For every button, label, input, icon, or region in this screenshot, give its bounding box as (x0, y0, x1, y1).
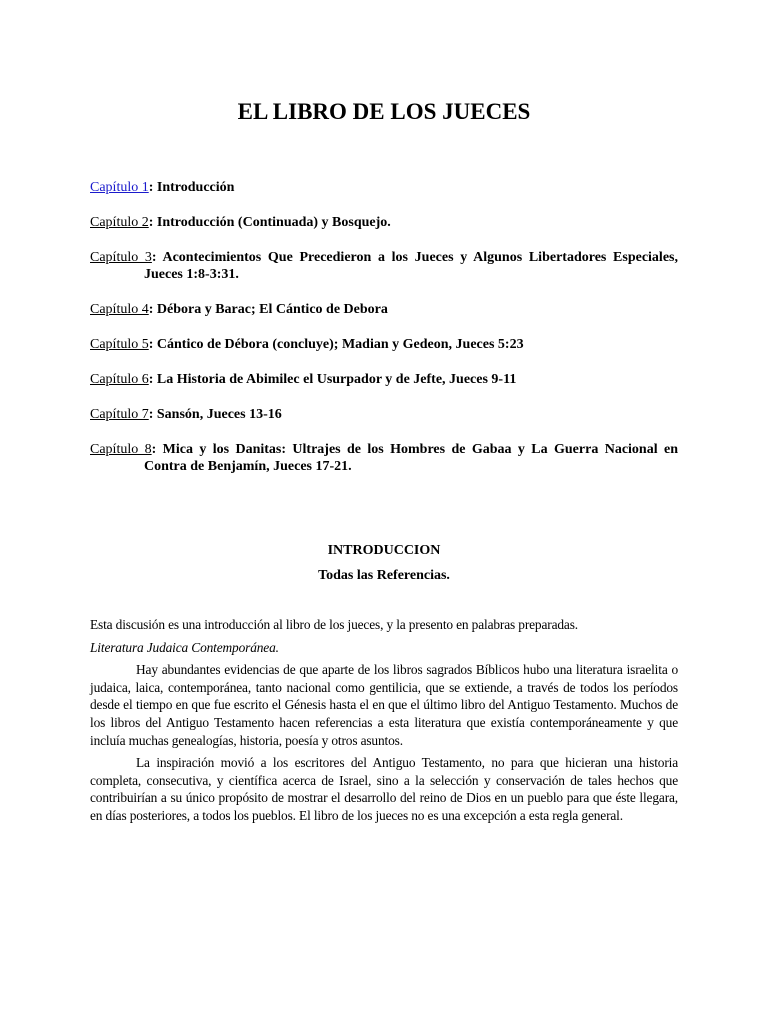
toc-link-capitulo-2[interactable]: Capítulo 2 (90, 215, 149, 230)
section-heading: INTRODUCCION (327, 543, 441, 558)
section-subheading: Todas las Referencias. (318, 568, 450, 583)
toc-item-4 (90, 301, 678, 318)
toc-link-capitulo-4[interactable]: Capítulo 4 (90, 302, 149, 317)
toc-item-3 (90, 249, 678, 283)
table-of-contents (90, 179, 678, 493)
toc-text-7: : Sansón, Jueces 13-16 (148, 407, 282, 422)
toc-text-2: : Introducción (Continuada) y Bosquejo. (148, 215, 391, 230)
toc-link-capitulo-1[interactable]: Capítulo 1 (90, 180, 149, 195)
toc-text-6: : La Historia de Abimilec el Usurpador y de Jefte, Jueces 9-11 (148, 372, 517, 387)
body-text (90, 616, 678, 830)
toc-link-capitulo-5[interactable]: Capítulo 5 (90, 337, 149, 352)
body-paragraph-2: La inspiración movió a los escritores del Antiguo Testamento, no para que hicieran una historia completa, consecutiva, y científica acerca de Israel, sino a la selección y conservación de tales hechos que contribuirían a su único propósito de mostrar el desarrollo del reino de Dios en un pueblo para que éste llegara, en días posteriores, a todos los pueblos. El libro de los jueces no es una excepción a esta regla general. (90, 755, 678, 823)
toc-text-4: : Débora y Barac; El Cántico de Debora (148, 302, 388, 317)
toc-item-6 (90, 371, 678, 388)
toc-link-capitulo-6[interactable]: Capítulo 6 (90, 372, 149, 387)
toc-text-8: : Mica y los Danitas: Ultrajes de los Hombres de Gabaa y La Guerra Nacional en Contra de Benjamín, Jueces 17-21. (144, 442, 678, 474)
toc-text-1: : Introducción (148, 180, 235, 195)
toc-link-capitulo-7[interactable]: Capítulo 7 (90, 407, 149, 422)
toc-link-capitulo-8[interactable]: Capítulo 8 (90, 442, 152, 457)
toc-item-2 (90, 214, 678, 231)
toc-item-8 (90, 441, 678, 475)
toc-item-5 (90, 336, 678, 353)
toc-text-5: : Cántico de Débora (concluye); Madian y Gedeon, Jueces 5:23 (148, 337, 524, 352)
introduction-section-header (90, 541, 678, 585)
body-paragraph-1: Hay abundantes evidencias de que aparte de los libros sagrados Bíblicos hubo una literatura israelita o judaica, laica, contemporánea, tanto nacional como gentilicia, que se extiende, a través de todos los períodos desde el tiempo en que fue escrito el Génesis hasta el en que el último libro del Antiguo Testamento. Muchos de los libros del Antiguo Testamento hacen referencias a esta literatura que existía contemporáneamente y que incluía muchas genealogías, historia, poesía y otros asuntos. (90, 662, 678, 748)
toc-text-3: : Acontecimientos Que Precedieron a los Jueces y Algunos Libertadores Especiales, Jueces 1:8-3:31. (144, 250, 678, 282)
toc-item-7 (90, 406, 678, 423)
toc-link-capitulo-3[interactable]: Capítulo 3 (90, 250, 152, 265)
intro-paragraph: Esta discusión es una introducción al libro de los jueces, y la presento en palabras preparadas. (90, 617, 578, 632)
document-title: EL LIBRO DE LOS JUECES (237, 99, 531, 124)
toc-item-1 (90, 179, 678, 196)
literature-heading: Literatura Judaica Contemporánea. (90, 639, 279, 655)
